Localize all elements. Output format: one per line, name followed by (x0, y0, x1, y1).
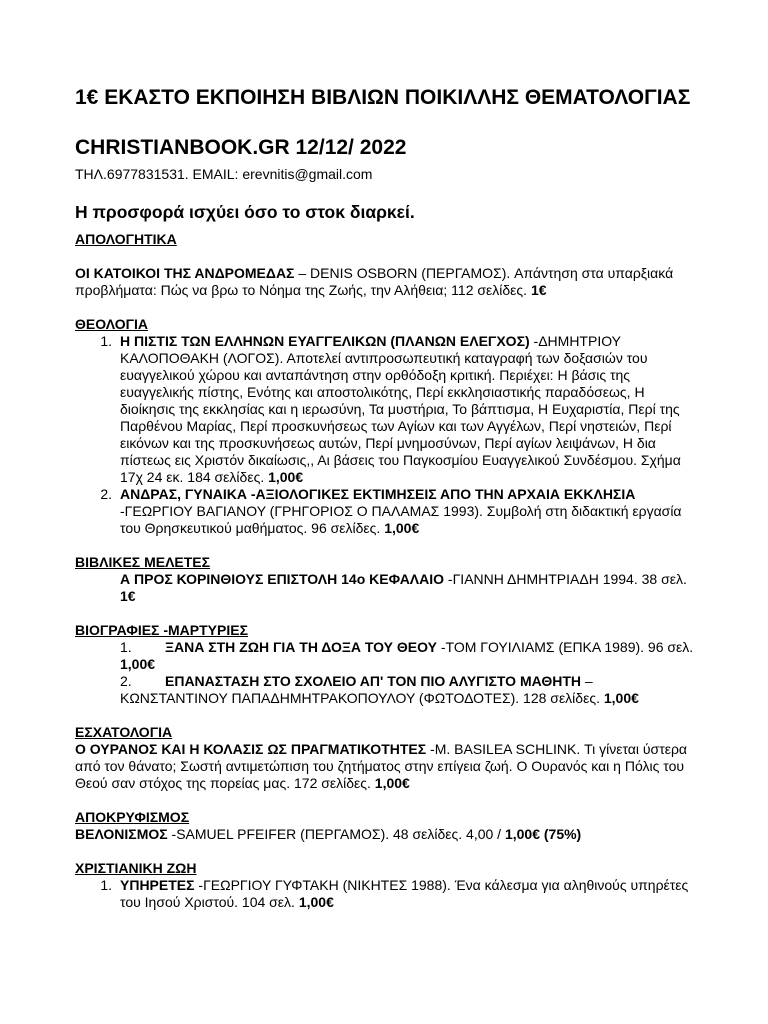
book-title: Η ΠΙΣΤΙΣ ΤΩΝ ΕΛΛΗΝΩΝ ΕΥΑΓΓΕΛΙΚΩΝ (ΠΛΑΝΩΝ ΕΛΕΓΧΟΣ) (120, 333, 530, 349)
book-description: -ΤΟΜ ΓΟΥΙΛΙΑΜΣ (ΕΠΚΑ 1989). 96 σελ. (436, 639, 694, 655)
list-item (75, 639, 697, 673)
list-item (75, 877, 697, 911)
book-title: ΑΝΔΡΑΣ, ΓΥΝΑΙΚΑ -ΑΞΙΟΛΟΓΙΚΕΣ ΕΚΤΙΜΗΣΕΙΣ ΑΠΟ ΤΗΝ ΑΡΧΑΙΑ ΕΚΚΛΗΣΙΑ (120, 486, 636, 502)
book-description: -ΓΙΑΝΝΗ ΔΗΜΗΤΡΙΑΔΗ 1994. 38 σελ. (444, 571, 687, 587)
book-title: Α ΠΡΟΣ ΚΟΡΙΝΘΙΟΥΣ ΕΠΙΣΤΟΛΗ 14ο ΚΕΦΑΛΑΙΟ (120, 571, 445, 587)
book-entry (75, 826, 697, 843)
book-title: ΞΑΝΑ ΣΤΗ ΖΩΗ ΓΙΑ ΤΗ ΔΟΞΑ ΤΟΥ ΘΕΟΥ (165, 639, 437, 655)
book-description: -Μ. BASILEA SCHLINK. Τι γίνεται ύστερα από τον θάνατο; Σωστή αντιμετώπιση του ζητήματος στην επίγεια ζωή. Ο Ουρανός και η Πόλις του Θεού σαν στόχος της πορείας μας. 172 σελίδες. (75, 741, 688, 791)
section-heading-apologitika: ΑΠΟΛΟΓΗΤΙΚΑ (75, 231, 177, 247)
section-heading-esxatologia: ΕΣΧΑΤΟΛΟΓΙΑ (75, 724, 173, 740)
list-item (75, 486, 697, 537)
book-description: -ΓΕΩΡΓΙΟΥ ΒΑΓΙΑΝΟΥ (ΓΡΗΓΟΡΙΟΣ Ο ΠΑΛΑΜΑΣ 1993). Συμβολή στη διδακτική εργασία του Θρησκευτικού μαθήματος. 96 σελίδες. (120, 503, 682, 536)
book-price: 1€ (120, 588, 136, 604)
book-price: 1,00€ (374, 775, 410, 791)
book-title: Ο ΟΥΡΑΝΟΣ ΚΑΙ Η ΚΟΛΑΣΙΣ ΩΣ ΠΡΑΓΜΑΤΙΚΟΤΗΤΕΣ (75, 741, 427, 757)
list-number: 1. (100, 333, 112, 349)
book-entry (75, 571, 697, 605)
list-number: 1. (120, 639, 132, 655)
book-description: -ΔΗΜΗΤΡΙΟΥ ΚΑΛΟΠΟΘΑΚΗ (ΛΟΓΟΣ). Αποτελεί αντιπροσωπευτική καταγραφή των δοξασιών του ευαγγελικού χώρου και ανταπάντηση στην ορθόδοξη κριτική. Περιέχει: Η βάσις της ευαγγελικής πίστης, Ενότης και αποστολικότης, Περί εκκλησιαστικής παραδόσεως, Η διοίκησις της εκκλησίας και η ιερωσύνη, Τα μυστήρια, Το βάπτισμα, Η Ευχαριστία, Περί της Παρθένου Μαρίας, Περί προσκυνήσεως των Αγίων και των Αγγέλων, Περί νηστειών, Περί εικόνων και της προσκυνήσεως αυτών, Περί μνημοσύνων, Περί αγίων λειψάνων, Η δια πίστεως εις Χριστόν δικαίωσις,, Αι βάσεις του Παγκοσμίου Ευαγγελικού Συνδέσμου. Σχήμα 17χ 24 εκ. 184 σελίδες. (120, 333, 681, 485)
book-title: ΒΕΛΟΝΙΣΜΟΣ (75, 826, 168, 842)
book-price: 1,00€ (120, 656, 156, 672)
book-price: 1,00€ (298, 894, 334, 910)
document-body (75, 84, 697, 911)
book-description: – ΚΩΝΣΤΑΝΤΙΝΟΥ ΠΑΠΑΔΗΜΗΤΡΑΚΟΠΟΥΛΟΥ (ΦΩΤΟΔΟΤΕΣ). 128 σελίδες. (120, 673, 604, 706)
book-list-xristianiki (75, 877, 697, 911)
list-number: 1. (100, 877, 112, 893)
book-price: 1€ (530, 282, 547, 298)
book-entry (75, 741, 697, 792)
section-heading-xristianiki: ΧΡΙΣΤΙΑΝΙΚΗ ΖΩΗ (75, 860, 197, 876)
book-entry (75, 265, 697, 299)
contact-line: ΤΗΛ.6977831531. EMAIL: erevnitis@gmail.com (75, 166, 373, 182)
section-heading-apokryfismos: ΑΠΟΚΡΥΦΙΣΜΟΣ (75, 809, 190, 825)
book-title: ΕΠΑΝΑΣΤΑΣΗ ΣΤΟ ΣΧΟΛΕΙΟ ΑΠ' ΤΟΝ ΠΙΟ ΑΛΥΓΙΣΤΟ ΜΑΘΗΤΗ (165, 673, 582, 689)
book-title: ΥΠΗΡΕΤΕΣ (120, 877, 195, 893)
book-description: – DENIS OSBORN (ΠΕΡΓΑΜΟΣ). Απάντηση στα υπαρξιακά προβλήματα: Πώς να βρω το Νόημα της Ζωής, την Αλήθεια; 112 σελίδες. (75, 265, 674, 298)
site-date-heading: CHRISTIANBOOK.GR 12/12/ 2022 (75, 136, 407, 159)
offer-notice: Η προσφορά ισχύει όσο το στοκ διαρκεί. (75, 202, 415, 222)
book-price: 1,00€ (603, 690, 639, 706)
book-list-theologia (75, 333, 697, 537)
list-item (75, 333, 697, 486)
list-number: 2. (100, 486, 112, 502)
list-number: 2. (120, 673, 132, 689)
book-price: 1,00€ (384, 520, 420, 536)
list-item (75, 673, 697, 707)
book-price: 1,00€ (268, 469, 304, 485)
book-description: -SAMUEL PFEIFER (ΠΕΡΓΑΜΟΣ). 48 σελίδες. 4,00 / (167, 826, 505, 842)
section-heading-theologia: ΘΕΟΛΟΓΙΑ (75, 316, 149, 332)
section-heading-biografies: ΒΙΟΓΡΑΦΙΕΣ -ΜΑΡΤΥΡΙΕΣ (75, 622, 248, 638)
section-heading-biblikes: ΒΙΒΛΙΚΕΣ ΜΕΛΕΤΕΣ (75, 554, 211, 570)
book-title: ΟΙ ΚΑΤΟΙΚΟΙ ΤΗΣ ΑΝΔΡΟΜΕΔΑΣ (75, 265, 295, 281)
book-price: 1,00€ (75%) (504, 826, 582, 842)
page-title: 1€ ΕΚΑΣΤΟ ΕΚΠΟΙΗΣΗ ΒΙΒΛΙΩΝ ΠΟΙΚΙΛΛΗΣ ΘΕΜΑΤΟΛΟΓΙΑΣ (75, 86, 691, 109)
book-description: -ΓΕΩΡΓΙΟΥ ΓΥΦΤΑΚΗ (ΝΙΚΗΤΕΣ 1988). Ένα κάλεσμα για αληθινούς υπηρέτες του Ιησού Χριστού. 104 σελ. (120, 877, 689, 910)
